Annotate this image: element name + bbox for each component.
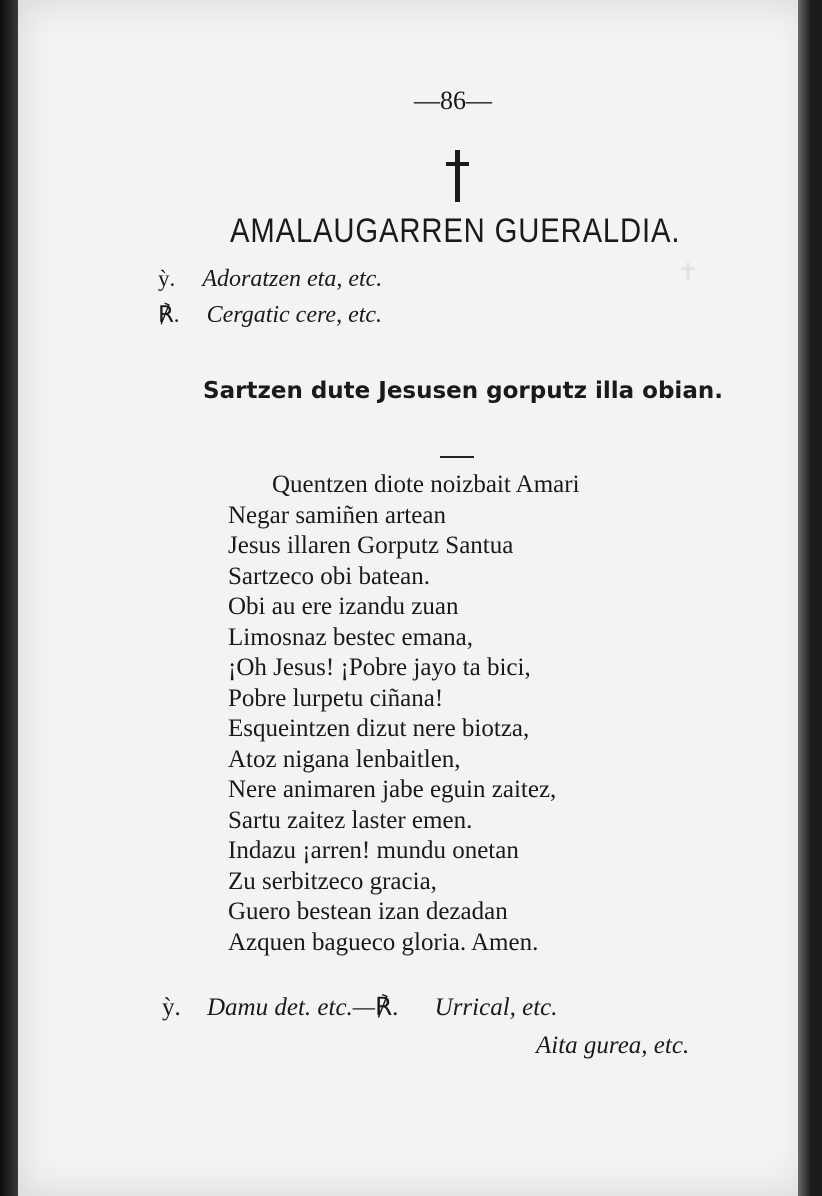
poem-line: Indazu ¡arren! mundu onetan (228, 837, 519, 864)
bleed-through: ✝ (678, 260, 699, 286)
poem-line: Sartzeco obi batean. (228, 562, 430, 590)
page-right-edge (798, 0, 810, 1196)
poem-line: Quentzen diote noizbait Amari (272, 471, 580, 498)
poem (228, 470, 580, 958)
footer-versicle-text: Damu det. etc.— (207, 994, 376, 1021)
footer-response-mark: ℟. (375, 994, 399, 1021)
chapter-title: AMALAUGARREN GUERALDIA. (230, 212, 681, 250)
versicle-line (158, 266, 382, 293)
footer-closing (536, 1032, 689, 1060)
poem-line: Azquen bagueco gloria. Amen. (228, 928, 539, 956)
section-title: Sartzen dute Jesusen gorputz illa obian. (203, 378, 723, 404)
versicle-mark: ỳ. (158, 266, 176, 291)
response-text: Cergatic cere, etc. (206, 302, 383, 328)
footer-line (162, 992, 558, 1022)
cross-icon (438, 148, 478, 204)
page-number: —86— (414, 86, 492, 115)
poem-line: Esqueintzen dizut nere biotza, (228, 715, 530, 742)
poem-line: Negar samiñen artean (228, 501, 446, 529)
versicle-text: Adoratzen eta, etc. (202, 266, 383, 292)
poem-line: Atoz nigana lenbaitlen, (228, 745, 461, 773)
poem-line: Pobre lurpetu ciñana! (228, 684, 444, 712)
divider-rule (440, 456, 474, 458)
page-left-edge (0, 0, 18, 1196)
footer-versicle-mark: ỳ. (162, 994, 181, 1021)
book-page (18, 0, 810, 1196)
poem-line: Jesus illaren Gorputz Santua (228, 532, 514, 559)
closing-text: Aita gurea, etc. (536, 1032, 690, 1059)
footer-response-text: Urrical, etc. (434, 994, 558, 1021)
poem-line: Zu serbitzeco gracia, (228, 867, 437, 895)
response-line (158, 302, 382, 329)
poem-line: Limosnaz bestec emana, (228, 623, 474, 651)
poem-line: Obi au ere izandu zuan (228, 593, 459, 620)
poem-line: Guero bestean izan dezadan (228, 898, 508, 925)
response-mark: ℟. (158, 302, 180, 327)
poem-line: Nere animaren jabe eguin zaitez, (228, 776, 557, 803)
poem-line: Sartu zaitez laster emen. (228, 806, 473, 834)
poem-line: ¡Oh Jesus! ¡Pobre jayo ta bici, (228, 654, 531, 681)
